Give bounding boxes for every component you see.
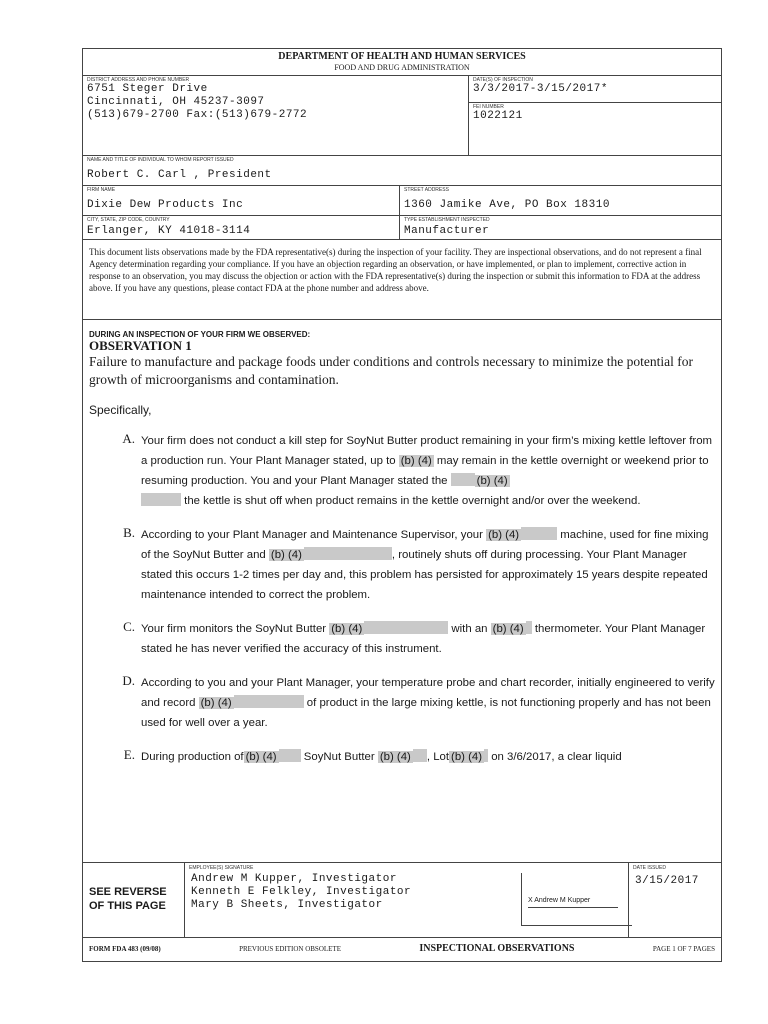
redaction: (b) (4) [379,751,411,763]
observation-item-a [89,431,715,511]
establishment-label: TYPE ESTABLISHMENT INSPECTED [404,217,490,223]
inspection-dates-cell [469,76,721,103]
individual-label: NAME AND TITLE OF INDIVIDUAL TO WHOM REPORT ISSUED [87,157,234,163]
intro-paragraph: This document lists observations made by the FDA representative(s) during the inspection of your facility. They are inspectional observations, and do not represent a final Agency determination regarding your compliance. If you have an objection regarding an observation, or have implemented, or plan to implement, corrective action in response to an observation, you may discuss the objection or action with the FDA representative(s) during the inspection or submit this information to FDA at the address above. If you have any questions, please contact FDA at the phone number and address above. [83,240,721,320]
redaction-box [304,547,392,560]
signature-rule [528,907,618,908]
item-letter: E. [123,747,135,762]
item-letter: A. [122,431,135,446]
signature-line [528,897,590,904]
previous-edition-note: PREVIOUS EDITION OBSOLETE [239,944,341,953]
date-issued-value: 3/15/2017 [635,875,699,887]
observation-item-e [89,747,715,767]
observation-title: OBSERVATION 1 [89,338,192,353]
see-reverse-note: SEE REVERSE OF THIS PAGE [89,886,167,912]
redaction: (b) (4) [451,751,483,763]
fei-value: 1022121 [473,110,523,122]
district-line3: (513)679-2700 Fax:(513)679-2772 [87,109,308,121]
during-heading: DURING AN INSPECTION OF YOUR FIRM WE OBSERVED: [89,330,311,339]
item-letter: B. [123,525,135,540]
redaction: (b) (4) [492,623,524,635]
individual-cell [83,156,721,185]
redaction: (b) (4) [270,549,302,561]
signature-x-icon: X [528,897,535,904]
district-label: DISTRICT ADDRESS AND PHONE NUMBER [87,77,190,83]
page-number: PAGE 1 OF 7 PAGES [652,944,715,953]
redaction-box [234,695,304,708]
establishment-value: Manufacturer [404,225,490,237]
form-footer [83,943,721,954]
employee-2: Kenneth E Felkley, Investigator [191,886,412,898]
observation-item-b [89,525,715,605]
employee-signature-cell [184,863,628,937]
firm-row [83,186,721,216]
redaction-box [279,749,301,762]
department-title: DEPARTMENT OF HEALTH AND HUMAN SERVICES [278,51,526,62]
observation-text: Failure to manufacture and package foods under conditions and controls necessary to minimize the potential for growth of microorganisms and contamination. [89,354,693,387]
individual-row [83,156,721,186]
digital-signature-box [521,873,632,926]
city-label: CITY, STATE, ZIP CODE, COUNTRY [87,217,170,223]
agency-title: FOOD AND DRUG ADMINISTRATION [334,63,470,72]
redaction: (b) (4) [400,455,432,467]
district-cell [83,76,468,155]
street-value: 1360 Jamike Ave, PO Box 18310 [404,199,610,211]
signature-name: Andrew M Kupper [534,897,591,904]
observations-section [83,320,721,767]
city-value: Erlanger, KY 41018-3114 [87,225,251,237]
date-issued-label: DATE ISSUED [633,865,666,871]
fei-label: FEI NUMBER [473,104,504,110]
district-line1: 6751 Steger Drive [87,83,208,95]
signature-block [83,862,721,938]
observation-item-c [89,619,715,659]
employee-label: EMPLOYEE(S) SIGNATURE [189,865,254,871]
street-label: STREET ADDRESS [404,187,449,193]
inspection-dates-label: DATE(S) OF INSPECTION [473,77,533,83]
observation-item-d [89,673,715,733]
street-cell [399,186,721,215]
redaction-box [364,621,448,634]
fei-cell [469,103,721,124]
redaction-box [521,527,557,540]
firm-cell [83,186,399,215]
redaction: (b) (4) [245,751,277,763]
establishment-cell [399,216,721,239]
form-483-page [82,48,722,962]
district-row [83,76,721,156]
firm-label: FIRM NAME [87,187,116,193]
city-row [83,216,721,240]
employee-1: Andrew M Kupper, Investigator [191,873,397,885]
district-line2: Cincinnati, OH 45237-3097 [87,96,265,108]
specifically-label: Specifically, [89,403,152,417]
form-title: INSPECTIONAL OBSERVATIONS [419,943,575,954]
redaction: (b) (4) [331,623,363,635]
city-cell [83,216,399,239]
form-header [83,49,721,76]
redaction: (b) (4) [488,529,520,541]
dates-column [468,76,721,155]
redaction-box [451,473,475,486]
redaction-box [413,749,427,762]
item-text: Your firm monitors the SoyNut Butter (b) (4) with an (b) (4) thermometer. Your Plant Manager stated he has never verified the accuracy of this instrument. [141,623,706,655]
date-issued-cell [628,863,721,937]
item-letter: D. [122,673,135,688]
firm-value: Dixie Dew Products Inc [87,199,244,211]
inspection-dates-value: 3/3/2017-3/15/2017* [473,83,608,95]
redaction-box [141,493,181,506]
employee-3: Mary B Sheets, Investigator [191,899,383,911]
item-text: According to your Plant Manager and Maintenance Supervisor, your (b) (4) machine, used for fine mixing of the SoyNut Butter and (b) (4) , routinely shuts off during processing. Your Plant Manager stated this occurs 1-2 times per day and, this problem has persisted for approximately 15 years despite repeated maintenance intended to correct the problem. [141,529,709,601]
item-text: According to you and your Plant Manager, your temperature probe and chart recorder, initially engineered to verify and record (b) (4) of product in the large mixing kettle, is not functioning properly and has not been used for well over a year. [141,677,715,729]
item-letter: C. [123,619,135,634]
item-text: Your firm does not conduct a kill step for SoyNut Butter product remaining in your firm’s mixing kettle leftover from a production run. Your Plant Manager stated, up to (b) (4) may remain in the kettle overnight or weekend prior to resuming production. You and your Plant Manager stated the (b) (4) the kettle is shut off when product remains in the kettle overnight and/or over the weekend. [141,435,713,507]
form-number: FORM FDA 483 (09/08) [89,944,161,953]
item-text: During production of (b) (4) SoyNut Butter (b) (4) , Lot (b) (4) on 3/6/2017, a clear liquid [141,751,622,763]
individual-value: Robert C. Carl , President [87,169,272,181]
redaction: (b) (4) [200,697,232,709]
redaction: (b) (4) [476,475,508,487]
